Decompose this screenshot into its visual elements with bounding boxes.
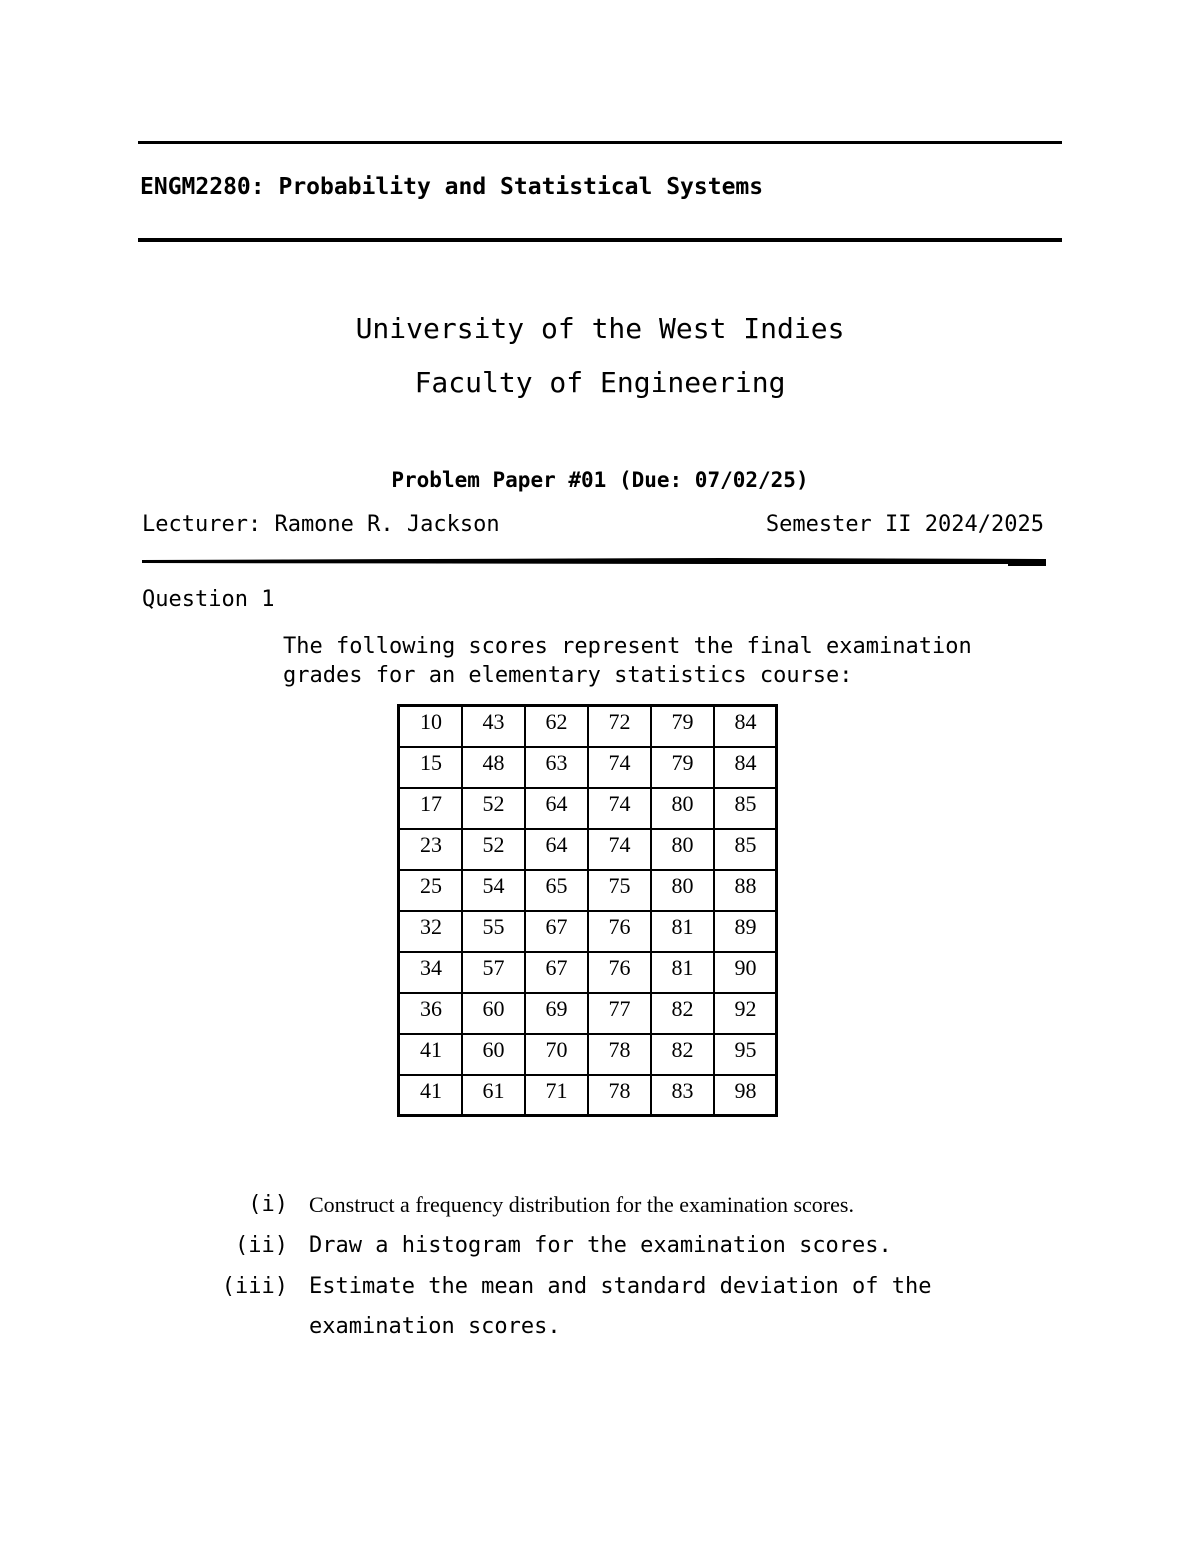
score-cell: 25 (399, 870, 462, 911)
score-cell: 23 (399, 829, 462, 870)
score-cell: 80 (651, 788, 714, 829)
lecturer-line: Lecturer: Ramone R. Jackson (142, 512, 500, 537)
course-title: ENGM2280: Probability and Statistical Systems (140, 174, 764, 200)
part-iii (0, 1274, 1200, 1304)
section-divider (142, 556, 1046, 566)
part-iii-text: Estimate the mean and standard deviation of the (309, 1274, 932, 1299)
table-row (399, 747, 777, 788)
score-cell: 67 (525, 911, 588, 952)
score-cell: 85 (714, 788, 777, 829)
part-i-text: Construct a frequency distribution for the examination scores. (309, 1192, 854, 1217)
header-top-rule (138, 141, 1062, 144)
score-cell: 32 (399, 911, 462, 952)
score-cell: 82 (651, 1034, 714, 1075)
part-iii-number: (iii) (221, 1274, 288, 1299)
part-i-number: (i) (248, 1192, 288, 1217)
score-cell: 55 (462, 911, 525, 952)
table-row (399, 870, 777, 911)
part-iii-text-continued: examination scores. (309, 1314, 561, 1339)
score-cell: 78 (588, 1034, 651, 1075)
paper-title: Problem Paper #01 (Due: 07/02/25) (391, 468, 809, 492)
score-cell: 84 (714, 706, 777, 747)
score-cell: 89 (714, 911, 777, 952)
score-cell: 81 (651, 911, 714, 952)
table-row (399, 788, 777, 829)
score-cell: 52 (462, 788, 525, 829)
score-cell: 75 (588, 870, 651, 911)
part-iii-continued (0, 1314, 1200, 1344)
score-cell: 80 (651, 829, 714, 870)
score-cell: 78 (588, 1075, 651, 1116)
score-cell: 90 (714, 952, 777, 993)
score-cell: 70 (525, 1034, 588, 1075)
score-cell: 54 (462, 870, 525, 911)
score-cell: 74 (588, 829, 651, 870)
score-cell: 67 (525, 952, 588, 993)
score-cell: 83 (651, 1075, 714, 1116)
score-cell: 82 (651, 993, 714, 1034)
part-ii-text: Draw a histogram for the examination scores. (309, 1233, 892, 1258)
score-cell: 81 (651, 952, 714, 993)
score-cell: 36 (399, 993, 462, 1034)
part-ii (0, 1233, 1200, 1263)
score-cell: 72 (588, 706, 651, 747)
table-row (399, 952, 777, 993)
score-cell: 79 (651, 706, 714, 747)
score-cell: 85 (714, 829, 777, 870)
score-cell: 92 (714, 993, 777, 1034)
table-row (399, 706, 777, 747)
score-cell: 80 (651, 870, 714, 911)
score-cell: 98 (714, 1075, 777, 1116)
score-cell: 10 (399, 706, 462, 747)
intro-line-2: grades for an elementary statistics course: (283, 663, 853, 688)
intro-line-1: The following scores represent the final examination (283, 634, 972, 659)
score-cell: 63 (525, 747, 588, 788)
question-heading: Question 1 (142, 587, 275, 612)
table-row (399, 829, 777, 870)
table-row (399, 993, 777, 1034)
faculty-name: Faculty of Engineering (414, 366, 786, 399)
score-cell: 74 (588, 747, 651, 788)
score-cell: 69 (525, 993, 588, 1034)
university-name: University of the West Indies (355, 312, 845, 345)
scores-table (397, 704, 778, 1117)
score-cell: 74 (588, 788, 651, 829)
score-cell: 15 (399, 747, 462, 788)
score-cell: 64 (525, 788, 588, 829)
score-cell: 88 (714, 870, 777, 911)
score-cell: 77 (588, 993, 651, 1034)
score-cell: 79 (651, 747, 714, 788)
score-cell: 76 (588, 952, 651, 993)
part-ii-number: (ii) (235, 1233, 288, 1258)
score-cell: 57 (462, 952, 525, 993)
table-row (399, 1075, 777, 1116)
score-cell: 52 (462, 829, 525, 870)
question-intro (283, 632, 972, 690)
header-bottom-rule (138, 238, 1062, 242)
score-cell: 60 (462, 993, 525, 1034)
score-cell: 41 (399, 1075, 462, 1116)
table-row (399, 1034, 777, 1075)
score-cell: 65 (525, 870, 588, 911)
score-cell: 64 (525, 829, 588, 870)
score-cell: 48 (462, 747, 525, 788)
score-cell: 17 (399, 788, 462, 829)
part-i (0, 1192, 1200, 1222)
score-cell: 95 (714, 1034, 777, 1075)
score-cell: 62 (525, 706, 588, 747)
score-cell: 60 (462, 1034, 525, 1075)
score-cell: 41 (399, 1034, 462, 1075)
semester-line: Semester II 2024/2025 (765, 512, 1044, 537)
score-cell: 84 (714, 747, 777, 788)
score-cell: 34 (399, 952, 462, 993)
table-row (399, 911, 777, 952)
score-cell: 61 (462, 1075, 525, 1116)
score-cell: 43 (462, 706, 525, 747)
score-cell: 71 (525, 1075, 588, 1116)
score-cell: 76 (588, 911, 651, 952)
